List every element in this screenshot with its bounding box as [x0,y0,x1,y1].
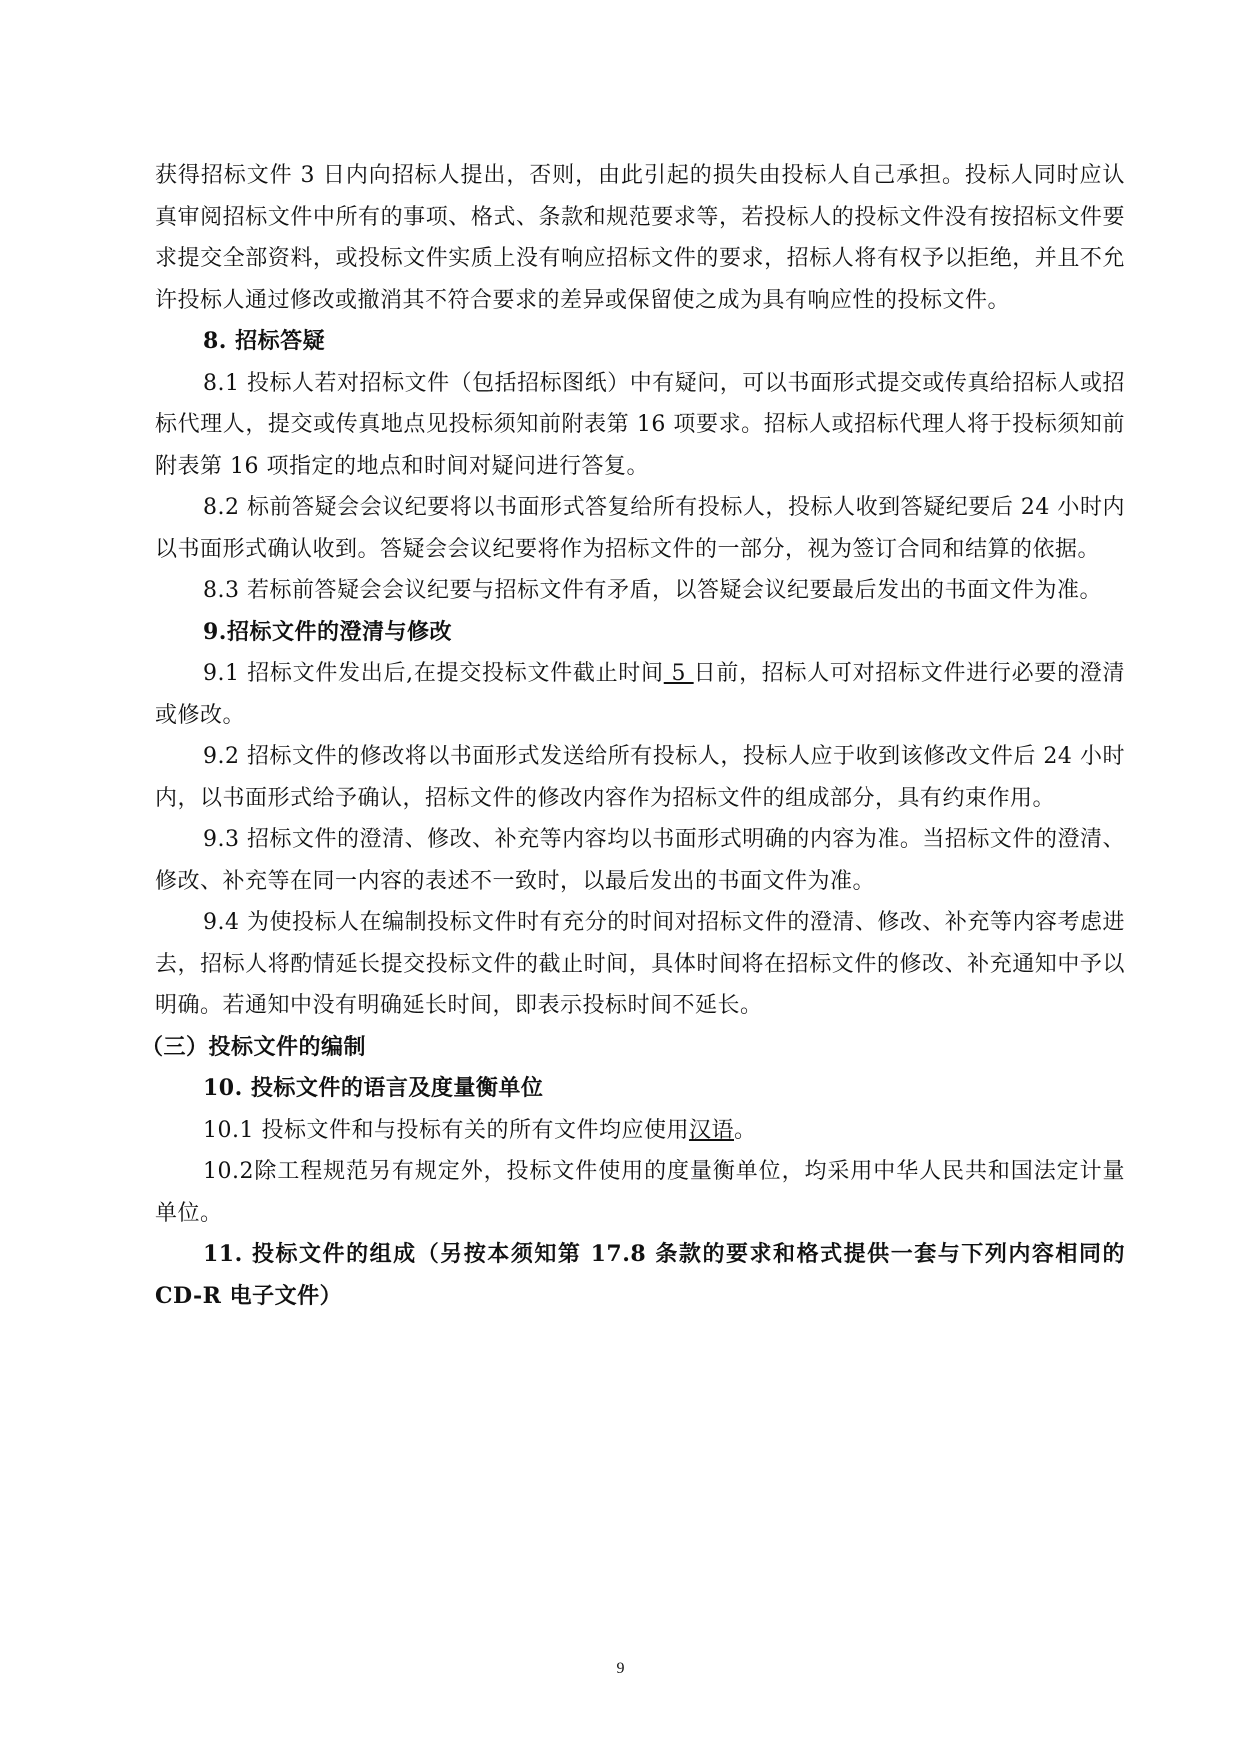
paragraph-9-1-before: 9.1 招标文件发出后,在提交投标文件截止时间 [203,661,664,686]
heading-8: 8. 招标答疑 [203,328,326,354]
paragraph-9-3: 9.3 招标文件的澄清、修改、补充等内容均以书面形式明确的内容为准。当招标文件的澄清、修改、补充等在同一内容的表述不一致时，以最后发出的书面文件为准。 [155,827,1125,894]
paragraph-9-4: 9.4 为使投标人在编制投标文件时有充分的时间对招标文件的澄清、修改、补充等内容考虑进去，招标人将酌情延长提交投标文件的截止时间，具体时间将在招标文件的修改、补充通知中予以明确。若通知中没有明确延长时间，即表示投标时间不延长。 [155,910,1125,1018]
paragraph-9-1-after: 日前，招标人可对招标文件进行必要的澄清或修改。 [155,661,1125,728]
heading-9: 9.招标文件的澄清与修改 [203,618,452,645]
page-number: 9 [616,1660,625,1677]
paragraph-9-1 [155,653,1125,736]
paragraph-10-2: 10.2除工程规范另有规定外，投标文件使用的度量衡单位，均采用中华人民共和国法定计量单位。 [155,1159,1125,1226]
heading-11: 11. 投标文件的组成（另按本须知第 17.8 条款的要求和格式提供一套与下列内容相同的 CD-R 电子文件） [155,1241,1125,1309]
paragraph-10-1 [155,1110,1125,1152]
section-3-heading: （三）投标文件的编制 [141,1033,367,1060]
language-value: 汉语 [688,1117,734,1143]
paragraph-intro: 获得招标文件 3 日内向招标人提出，否则，由此引起的损失由投标人自己承担。投标人同时应认真审阅招标文件中所有的事项、格式、条款和规范要求等，若投标人的投标文件没有按招标文件要求提交全部资料，或投标文件实质上没有响应招标文件的要求，招标人将有权予以拒绝，并且不允许投标人通过修改或撤消其不符合要求的差异或保留使之成为具有响应性的投标文件。 [155,163,1125,313]
heading-10: 10. 投标文件的语言及度量衡单位 [203,1075,544,1101]
paragraph-9-2: 9.2 招标文件的修改将以书面形式发送给所有投标人，投标人应于收到该修改文件后 24 小时内，以书面形式给予确认，招标文件的修改内容作为招标文件的组成部分，具有约束作用。 [155,744,1125,811]
document-body [141,155,1125,1317]
paragraph-8-1: 8.1 投标人若对招标文件（包括招标图纸）中有疑问，可以书面形式提交或传真给招标人或招标代理人，提交或传真地点见投标须知前附表第 16 项要求。招标人或招标代理人将于投标须知前附表第 16 项指定的地点和时间对疑问进行答复。 [155,370,1125,479]
paragraph-8-2: 8.2 标前答疑会会议纪要将以书面形式答复给所有投标人，投标人收到答疑纪要后 24 小时内以书面形式确认收到。答疑会会议纪要将作为招标文件的一部分，视为签订合同和结算的依据。 [155,495,1125,562]
deadline-days: 5 [663,661,694,686]
paragraph-8-3: 8.3 若标前答疑会会议纪要与招标文件有矛盾，以答疑会议纪要最后发出的书面文件为准。 [203,578,1102,603]
paragraph-10-1-after: 。 [734,1117,757,1143]
paragraph-10-1-before: 10.1 投标文件和与投标有关的所有文件均应使用 [203,1117,689,1143]
